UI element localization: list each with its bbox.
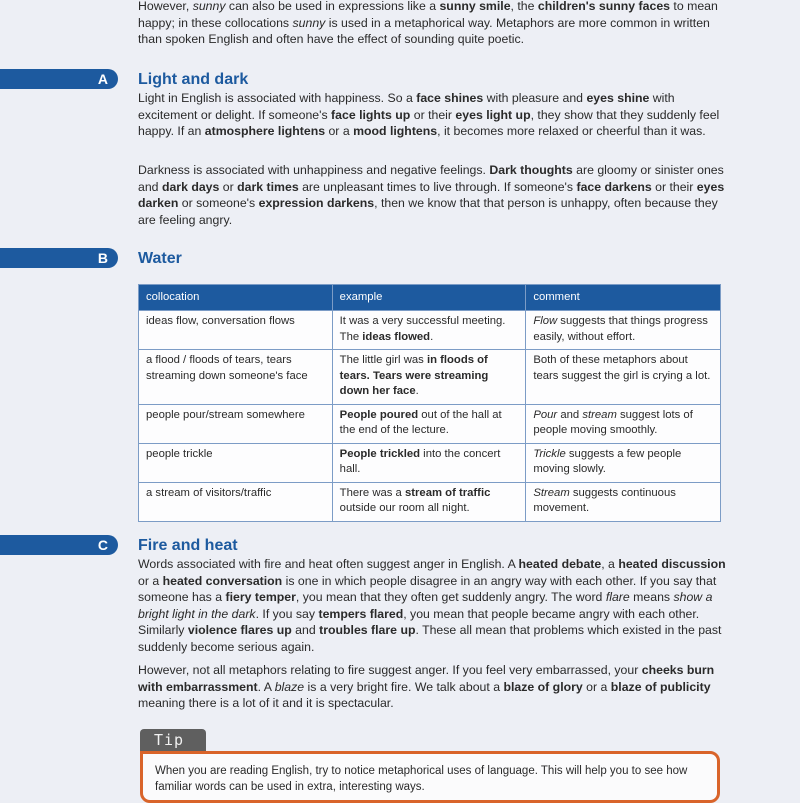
comment-cell: Both of these metaphors about tears suggest the girl is crying a lot.: [526, 350, 721, 405]
collocation-cell: ideas flow, conversation flows: [139, 311, 333, 350]
section-a-paragraph-2: Darkness is associated with unhappiness and negative feelings. Dark thoughts are gloomy or sinister ones and dark days or dark times are unpleasant times to live through. If someone's face darkens or their eyes darken or someone's expression darkens, then we know that that person is unhappy, often because they are feeling angry.: [138, 163, 725, 227]
header-collocation: collocation: [139, 285, 333, 311]
example-cell: People poured out of the hall at the end of the lecture.: [332, 404, 526, 443]
table-row: [139, 350, 721, 405]
comment-cell: Flow suggests that things progress easily, without effort.: [526, 311, 721, 350]
section-c-paragraph-1: Words associated with fire and heat often suggest anger in English. A heated debate, a heated discussion or a heated conversation is one in which people disagree in an angry way with each other. If you say that someone has a fiery temper, you mean that they often get suddenly angry. The word flare means show a bright light in the dark. If you say tempers flared, you mean that people became angry with each other. Similarly violence flares up and troubles flare up. These all mean that problems which existed in the past suddenly become serious again.: [138, 557, 726, 654]
collocation-cell: a stream of visitors/traffic: [139, 482, 333, 521]
section-c-marker: [0, 535, 118, 555]
tip-label: Tip: [140, 729, 206, 751]
table-row: [139, 482, 721, 521]
example-cell: There was a stream of traffic outside our room all night.: [332, 482, 526, 521]
section-b-marker: [0, 248, 118, 268]
tip-box: [140, 751, 720, 803]
example-cell: It was a very successful meeting. The ideas flowed.: [332, 311, 526, 350]
collocation-cell: people pour/stream somewhere: [139, 404, 333, 443]
intro-paragraph: However, sunny can also be used in expressions like a sunny smile, the children's sunny faces to mean happy; in these collocations sunny is used in a metaphorical way. Metaphors are more common in written than spoken English and often have the effect of sounding quite poetic.: [138, 0, 718, 46]
example-cell: People trickled into the concert hall.: [332, 443, 526, 482]
section-c-paragraph-2: However, not all metaphors relating to fire suggest anger. If you feel very embarrassed, your cheeks burn with embarrassment. A blaze is a very bright fire. We talk about a blaze of glory or a blaze of publicity meaning there is a lot of it and it is spectacular.: [138, 663, 715, 710]
table-row: [139, 311, 721, 350]
section-b-heading: Water: [138, 250, 182, 267]
table-header-row: [139, 285, 721, 311]
table-row: [139, 443, 721, 482]
section-a-marker: [0, 69, 118, 89]
comment-cell: Trickle suggests a few people moving slowly.: [526, 443, 721, 482]
section-c-heading: Fire and heat: [138, 537, 238, 554]
comment-cell: Stream suggests continuous movement.: [526, 482, 721, 521]
tip-text: When you are reading English, try to notice metaphorical uses of language. This will help you to see how familiar words can be used in extra, interesting ways.: [155, 765, 688, 793]
section-b-letter: B: [97, 250, 108, 266]
collocation-cell: people trickle: [139, 443, 333, 482]
comment-cell: Pour and stream suggest lots of people moving smoothly.: [526, 404, 721, 443]
header-example: example: [332, 285, 526, 311]
collocation-cell: a flood / floods of tears, tears streaming down someone's face: [139, 350, 333, 405]
section-c-letter: C: [97, 537, 108, 553]
section-a-paragraph-1: Light in English is associated with happiness. So a face shines with pleasure and eyes shine with excitement or delight. If someone's face lights up or their eyes light up, they show that they suddenly feel happy. If an atmosphere lightens or a mood lightens, it becomes more relaxed or cheerful than it was.: [138, 91, 720, 138]
section-a-letter: A: [97, 71, 108, 87]
collocation-table: [138, 284, 721, 522]
table-row: [139, 404, 721, 443]
header-comment: comment: [526, 285, 721, 311]
example-cell: The little girl was in floods of tears. Tears were streaming down her face.: [332, 350, 526, 405]
section-a-heading: Light and dark: [138, 71, 249, 88]
